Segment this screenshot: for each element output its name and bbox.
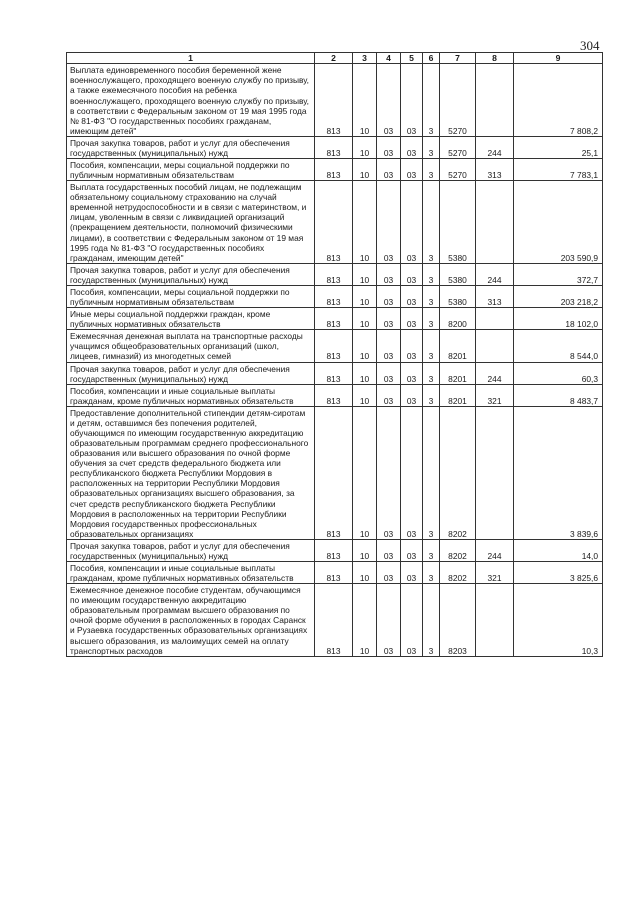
admin-code-cell: 813 — [315, 263, 353, 285]
direction-cell: 5270 — [440, 159, 476, 181]
page-number: 304 — [580, 38, 600, 53]
description-cell: Прочая закупка товаров, работ и услуг для обеспечения государственных (муниципальных) нужд — [67, 263, 315, 285]
subsection-cell: 03 — [377, 263, 401, 285]
subsection-cell: 03 — [377, 136, 401, 158]
table-row — [67, 285, 603, 307]
subsection-cell: 03 — [377, 561, 401, 583]
admin-code-cell: 813 — [315, 384, 353, 406]
subsection-cell: 03 — [377, 64, 401, 137]
subprogram-cell: 3 — [423, 539, 440, 561]
admin-code-cell: 813 — [315, 584, 353, 657]
section-cell: 10 — [353, 285, 377, 307]
expense-type-cell: 244 — [476, 362, 514, 384]
description-cell: Предоставление дополнительной стипендии детям-сиротам и детям, оставшимся без попечения родителей, обучающимся по имеющим государственную аккредитацию образовательным программам среднего профессионального образования или высшего образования по очной форме обучения за счет средств федерального бюджета или республиканского бюджета Республики Мордовия в расположенных на территории Республики Мордовия образовательных организациях высшего образования, за счет средств республиканского бюджета Республики Мордовия в расположенных на территории Республики Мордовия государственных профессиональных образовательных организациях — [67, 406, 315, 539]
subprogram-cell: 3 — [423, 330, 440, 362]
table-body — [67, 53, 603, 657]
expense-type-cell: 313 — [476, 159, 514, 181]
expense-type-cell — [476, 308, 514, 330]
program-cell: 03 — [401, 406, 423, 539]
amount-cell: 203 218,2 — [514, 285, 603, 307]
amount-cell: 25,1 — [514, 136, 603, 158]
direction-cell: 8201 — [440, 384, 476, 406]
table-row — [67, 539, 603, 561]
subprogram-cell: 3 — [423, 308, 440, 330]
subprogram-cell: 3 — [423, 181, 440, 264]
column-header: 6 — [423, 53, 440, 64]
subsection-cell: 03 — [377, 384, 401, 406]
expense-type-cell — [476, 584, 514, 657]
expense-type-cell: 313 — [476, 285, 514, 307]
section-cell: 10 — [353, 330, 377, 362]
subprogram-cell: 3 — [423, 406, 440, 539]
admin-code-cell: 813 — [315, 285, 353, 307]
direction-cell: 8201 — [440, 362, 476, 384]
subprogram-cell: 3 — [423, 561, 440, 583]
section-cell: 10 — [353, 159, 377, 181]
table-row — [67, 159, 603, 181]
amount-cell: 7 783,1 — [514, 159, 603, 181]
program-cell: 03 — [401, 330, 423, 362]
section-cell: 10 — [353, 64, 377, 137]
description-cell: Иные меры социальной поддержки граждан, кроме публичных нормативных обязательств — [67, 308, 315, 330]
direction-cell: 8203 — [440, 584, 476, 657]
description-cell: Пособия, компенсации, меры социальной поддержки по публичным нормативным обязательствам — [67, 159, 315, 181]
expense-type-cell — [476, 330, 514, 362]
section-cell: 10 — [353, 384, 377, 406]
column-header: 1 — [67, 53, 315, 64]
expense-type-cell — [476, 64, 514, 137]
program-cell: 03 — [401, 285, 423, 307]
subprogram-cell: 3 — [423, 584, 440, 657]
direction-cell: 8201 — [440, 330, 476, 362]
column-header: 7 — [440, 53, 476, 64]
program-cell: 03 — [401, 64, 423, 137]
admin-code-cell: 813 — [315, 362, 353, 384]
table-row — [67, 64, 603, 137]
direction-cell: 5380 — [440, 181, 476, 264]
section-cell: 10 — [353, 561, 377, 583]
admin-code-cell: 813 — [315, 308, 353, 330]
amount-cell: 14,0 — [514, 539, 603, 561]
expense-type-cell: 244 — [476, 263, 514, 285]
description-cell: Пособия, компенсации и иные социальные выплаты гражданам, кроме публичных нормативных обязательств — [67, 384, 315, 406]
program-cell: 03 — [401, 136, 423, 158]
description-cell: Прочая закупка товаров, работ и услуг для обеспечения государственных (муниципальных) нужд — [67, 539, 315, 561]
program-cell: 03 — [401, 539, 423, 561]
program-cell: 03 — [401, 181, 423, 264]
description-cell: Прочая закупка товаров, работ и услуг для обеспечения государственных (муниципальных) нужд — [67, 362, 315, 384]
expense-type-cell — [476, 406, 514, 539]
admin-code-cell: 813 — [315, 159, 353, 181]
description-cell: Ежемесячная денежная выплата на транспортные расходы учащимся общеобразовательных организаций (школ, лицеев, гимназий) из многодетных семей — [67, 330, 315, 362]
table-row — [67, 308, 603, 330]
table-row — [67, 181, 603, 264]
program-cell: 03 — [401, 584, 423, 657]
amount-cell: 18 102,0 — [514, 308, 603, 330]
subprogram-cell: 3 — [423, 64, 440, 137]
admin-code-cell: 813 — [315, 136, 353, 158]
direction-cell: 5270 — [440, 136, 476, 158]
table-row — [67, 584, 603, 657]
subprogram-cell: 3 — [423, 159, 440, 181]
amount-cell: 3 825,6 — [514, 561, 603, 583]
amount-cell: 8 483,7 — [514, 384, 603, 406]
column-header: 4 — [377, 53, 401, 64]
direction-cell: 8202 — [440, 561, 476, 583]
column-header: 2 — [315, 53, 353, 64]
expense-type-cell: 321 — [476, 384, 514, 406]
subprogram-cell: 3 — [423, 384, 440, 406]
subsection-cell: 03 — [377, 285, 401, 307]
admin-code-cell: 813 — [315, 561, 353, 583]
description-cell: Выплата единовременного пособия беременной жене военнослужащего, проходящего военную службу по призыву, а также ежемесячного пособия на ребенка военнослужащего, проходящего военную службу по призыву, в соответствии с Федеральным законом от 19 мая 1995 года № 81-ФЗ "О государственных пособиях гражданам, имеющим детей" — [67, 64, 315, 137]
subsection-cell: 03 — [377, 159, 401, 181]
section-cell: 10 — [353, 263, 377, 285]
subsection-cell: 03 — [377, 181, 401, 264]
section-cell: 10 — [353, 136, 377, 158]
program-cell: 03 — [401, 561, 423, 583]
table-header-row — [67, 53, 603, 64]
program-cell: 03 — [401, 384, 423, 406]
description-cell: Выплата государственных пособий лицам, не подлежащим обязательному социальному страхованию на случай временной нетрудоспособности и в связи с материнством, и лицам, уволенным в связи с ликвидацией организаций (прекращением деятельности, полномочий физическими лицами), в соответствии с Федеральным законом от 19 мая 1995 года № 81-ФЗ "О государственных пособиях гражданам, имеющим детей" — [67, 181, 315, 264]
table-row — [67, 561, 603, 583]
admin-code-cell: 813 — [315, 64, 353, 137]
direction-cell: 8202 — [440, 406, 476, 539]
subsection-cell: 03 — [377, 330, 401, 362]
description-cell: Ежемесячное денежное пособие студентам, обучающимся по имеющим государственную аккредитацию образовательным программам высшего образования по очной форме обучения в расположенных в городах Саранск и Рузаевка государственных образовательных организациях высшего образования, из малоимущих семей на оплату транспортных расходов — [67, 584, 315, 657]
subprogram-cell: 3 — [423, 285, 440, 307]
admin-code-cell: 813 — [315, 181, 353, 264]
program-cell: 03 — [401, 159, 423, 181]
subsection-cell: 03 — [377, 308, 401, 330]
subsection-cell: 03 — [377, 362, 401, 384]
subsection-cell: 03 — [377, 406, 401, 539]
subsection-cell: 03 — [377, 584, 401, 657]
subprogram-cell: 3 — [423, 263, 440, 285]
description-cell: Пособия, компенсации и иные социальные выплаты гражданам, кроме публичных нормативных обязательств — [67, 561, 315, 583]
description-cell: Прочая закупка товаров, работ и услуг для обеспечения государственных (муниципальных) нужд — [67, 136, 315, 158]
direction-cell: 5380 — [440, 285, 476, 307]
table-row — [67, 384, 603, 406]
program-cell: 03 — [401, 308, 423, 330]
description-cell: Пособия, компенсации, меры социальной поддержки по публичным нормативным обязательствам — [67, 285, 315, 307]
section-cell: 10 — [353, 539, 377, 561]
admin-code-cell: 813 — [315, 406, 353, 539]
amount-cell: 3 839,6 — [514, 406, 603, 539]
expense-type-cell: 321 — [476, 561, 514, 583]
table-row — [67, 406, 603, 539]
subprogram-cell: 3 — [423, 362, 440, 384]
direction-cell: 5270 — [440, 64, 476, 137]
amount-cell: 8 544,0 — [514, 330, 603, 362]
subsection-cell: 03 — [377, 539, 401, 561]
column-header: 3 — [353, 53, 377, 64]
column-header: 5 — [401, 53, 423, 64]
amount-cell: 7 808,2 — [514, 64, 603, 137]
table-row — [67, 330, 603, 362]
table-row — [67, 263, 603, 285]
amount-cell: 10,3 — [514, 584, 603, 657]
direction-cell: 8202 — [440, 539, 476, 561]
column-header: 8 — [476, 53, 514, 64]
column-header: 9 — [514, 53, 603, 64]
program-cell: 03 — [401, 362, 423, 384]
section-cell: 10 — [353, 584, 377, 657]
section-cell: 10 — [353, 308, 377, 330]
subprogram-cell: 3 — [423, 136, 440, 158]
direction-cell: 8200 — [440, 308, 476, 330]
section-cell: 10 — [353, 181, 377, 264]
expense-type-cell: 244 — [476, 539, 514, 561]
admin-code-cell: 813 — [315, 330, 353, 362]
table-row — [67, 136, 603, 158]
amount-cell: 60,3 — [514, 362, 603, 384]
admin-code-cell: 813 — [315, 539, 353, 561]
direction-cell: 5380 — [440, 263, 476, 285]
section-cell: 10 — [353, 362, 377, 384]
amount-cell: 372,7 — [514, 263, 603, 285]
amount-cell: 203 590,9 — [514, 181, 603, 264]
expense-type-cell: 244 — [476, 136, 514, 158]
program-cell: 03 — [401, 263, 423, 285]
expense-type-cell — [476, 181, 514, 264]
budget-table — [66, 52, 603, 657]
table-row — [67, 362, 603, 384]
section-cell: 10 — [353, 406, 377, 539]
